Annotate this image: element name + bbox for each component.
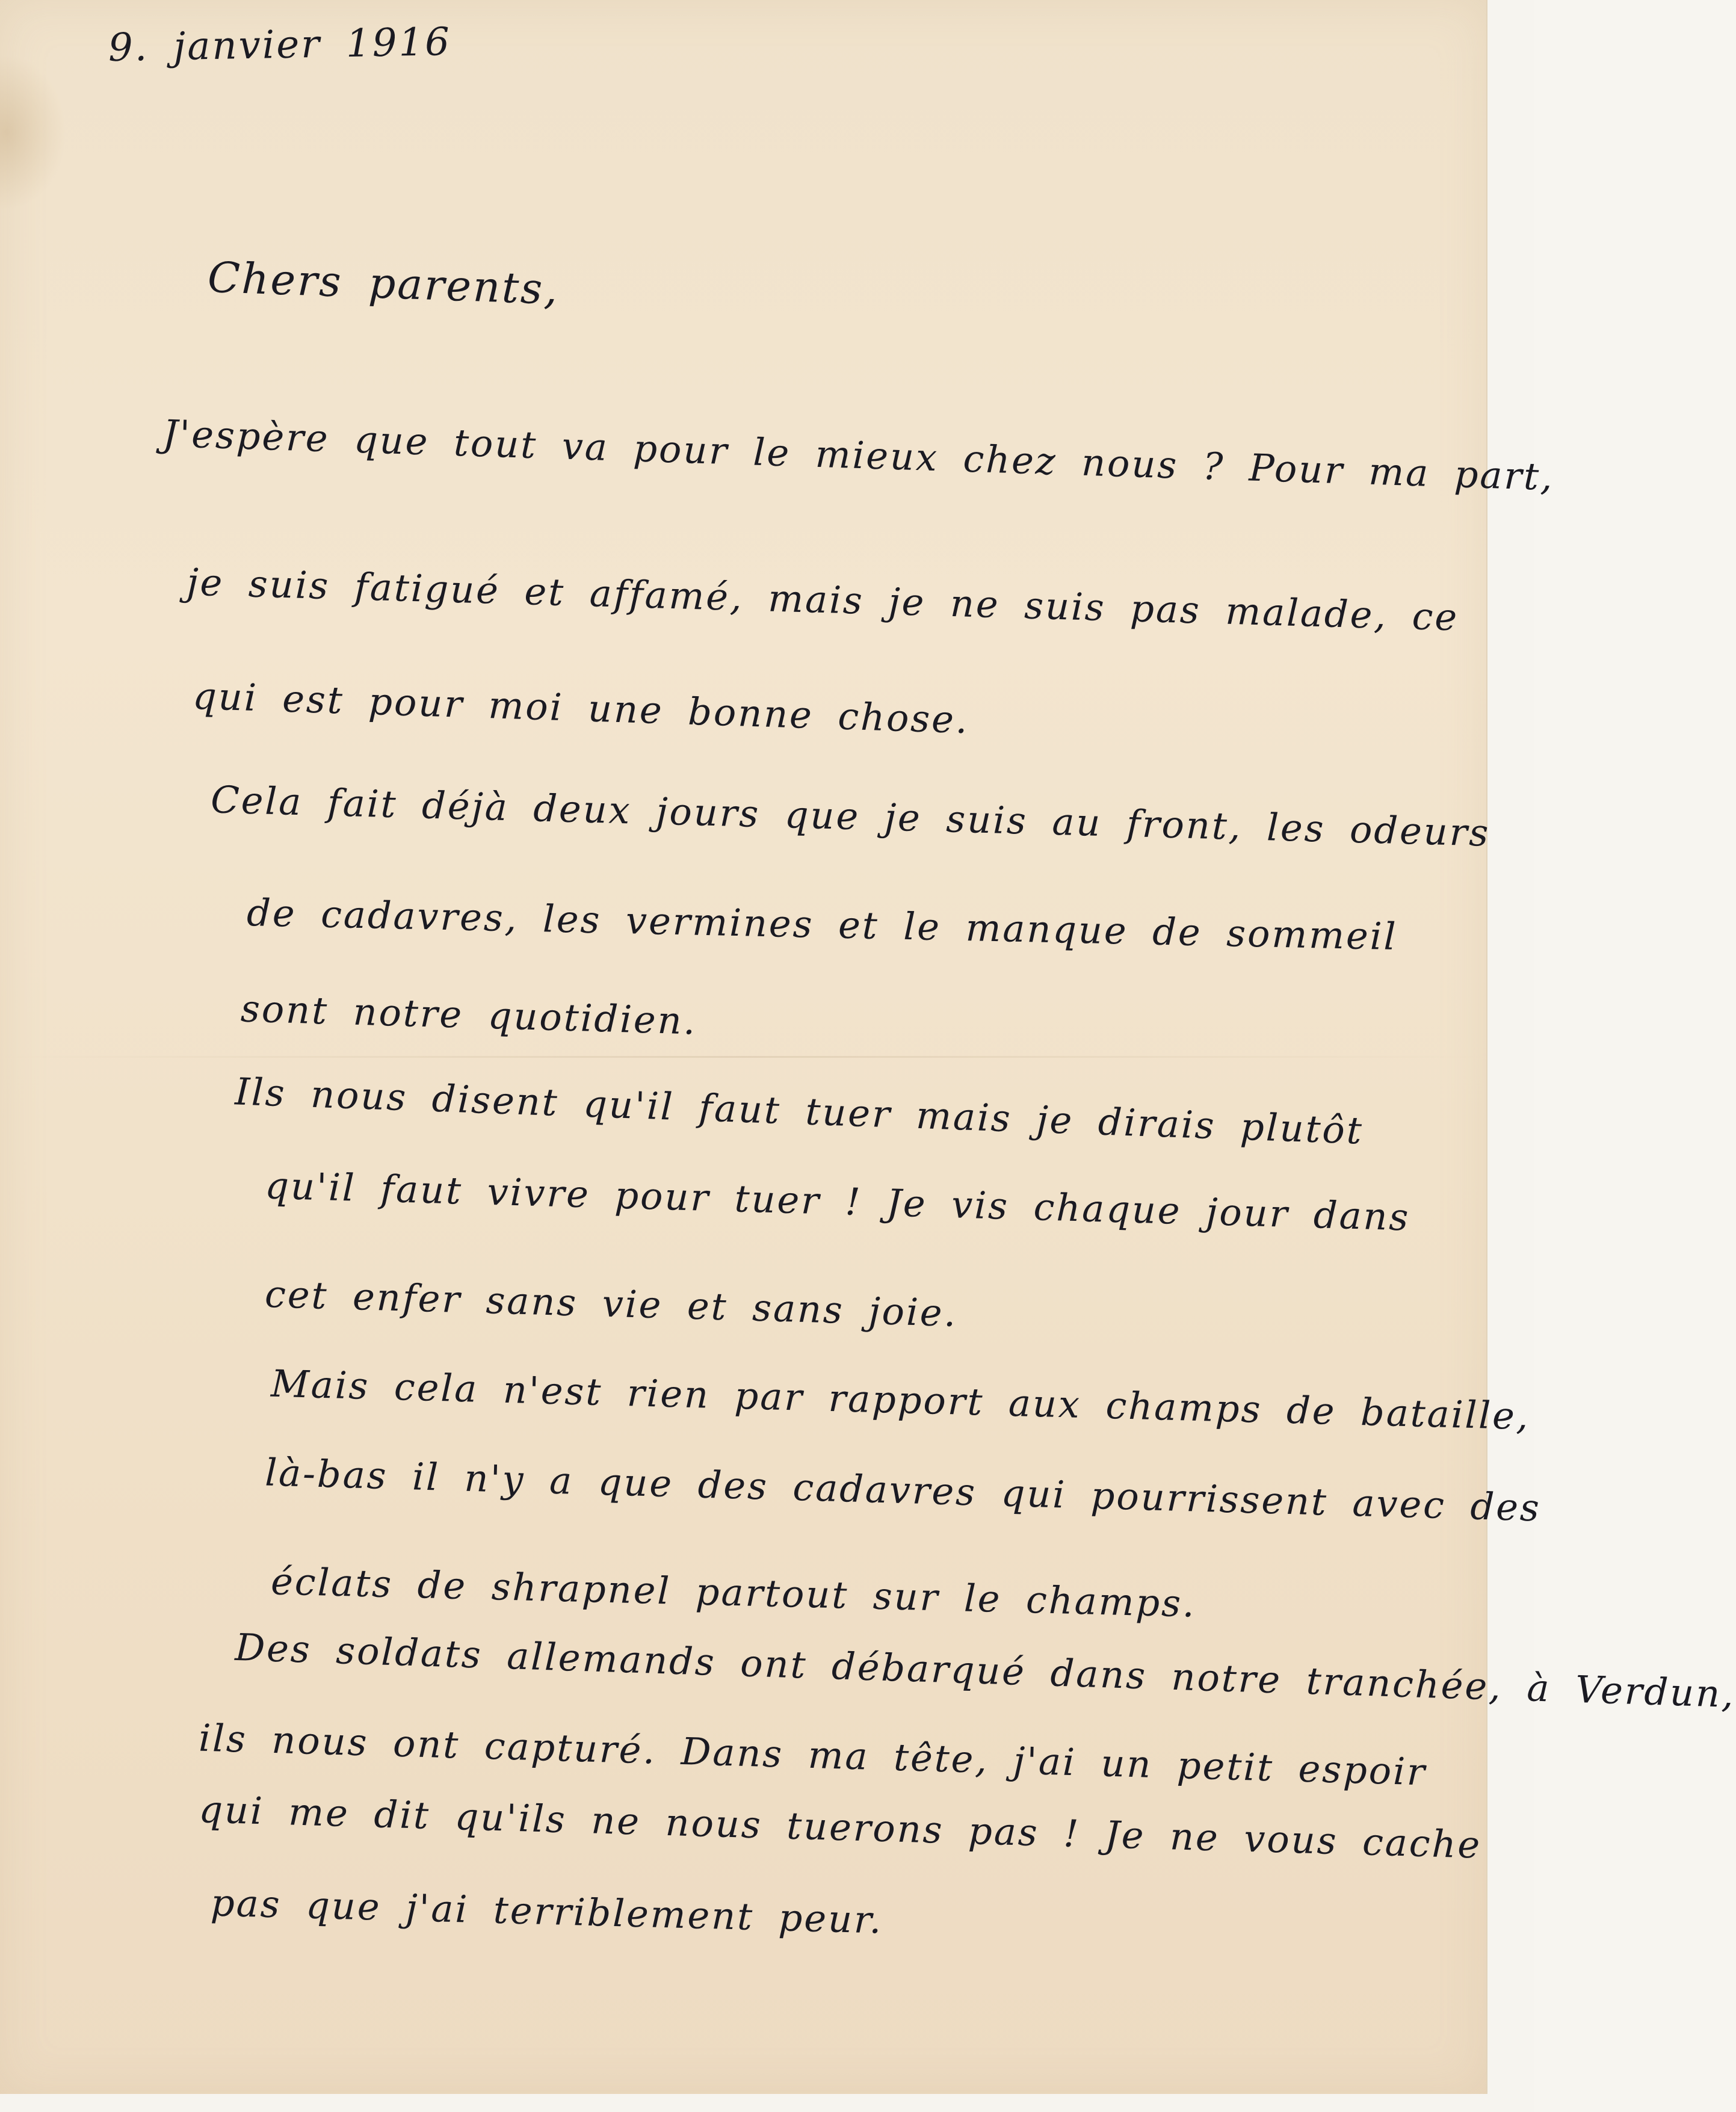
letter-line: J'espère que tout va pour le mieux chez nous ? Pour ma part, [162, 411, 1555, 499]
paper-fold [0, 1056, 1486, 1058]
letter-line: pas que j'ai terriblement peur. [210, 1880, 884, 1942]
letter-date: 9. janvier 1916 [108, 20, 452, 70]
letter-line: de cadavres, les vermines et le manque de sommeil [246, 890, 1398, 959]
letter-line: je suis fatigué et affamé, mais je ne suis pas malade, ce [186, 560, 1460, 640]
letter-line: qu'il faut vivre pour tuer ! Je vis chaque jour dans [264, 1163, 1411, 1240]
letter-line: éclats de shrapnel partout sur le champs. [270, 1559, 1197, 1626]
letter-line: là-bas il n'y a que des cadavres qui pourrissent avec des [264, 1450, 1542, 1530]
letter-line: ils nous ont capturé. Dans ma tête, j'ai un petit espoir [198, 1715, 1427, 1794]
letter-line: sont notre quotidien. [240, 986, 698, 1043]
paper-stain [0, 54, 66, 211]
letter-greeting: Chers parents, [206, 252, 560, 315]
letter-line: cet enfer sans vie et sans joie. [264, 1271, 959, 1336]
letter-line: Ils nous disent qu'il faut tuer mais je dirais plutôt [234, 1069, 1365, 1153]
letter-line: qui me dit qu'ils ne nous tuerons pas ! Je ne vous cache [198, 1787, 1483, 1867]
letter-line: Des soldats allemands ont débarqué dans notre tranchée, à Verdun, [234, 1625, 1736, 1717]
letter-line: Cela fait déjà deux jours que je suis au front, les odeurs [210, 777, 1491, 855]
letter-line: qui est pour moi une bonne chose. [192, 673, 970, 743]
letter-line: Mais cela n'est rien par rapport aux champs de bataille, [270, 1361, 1531, 1439]
